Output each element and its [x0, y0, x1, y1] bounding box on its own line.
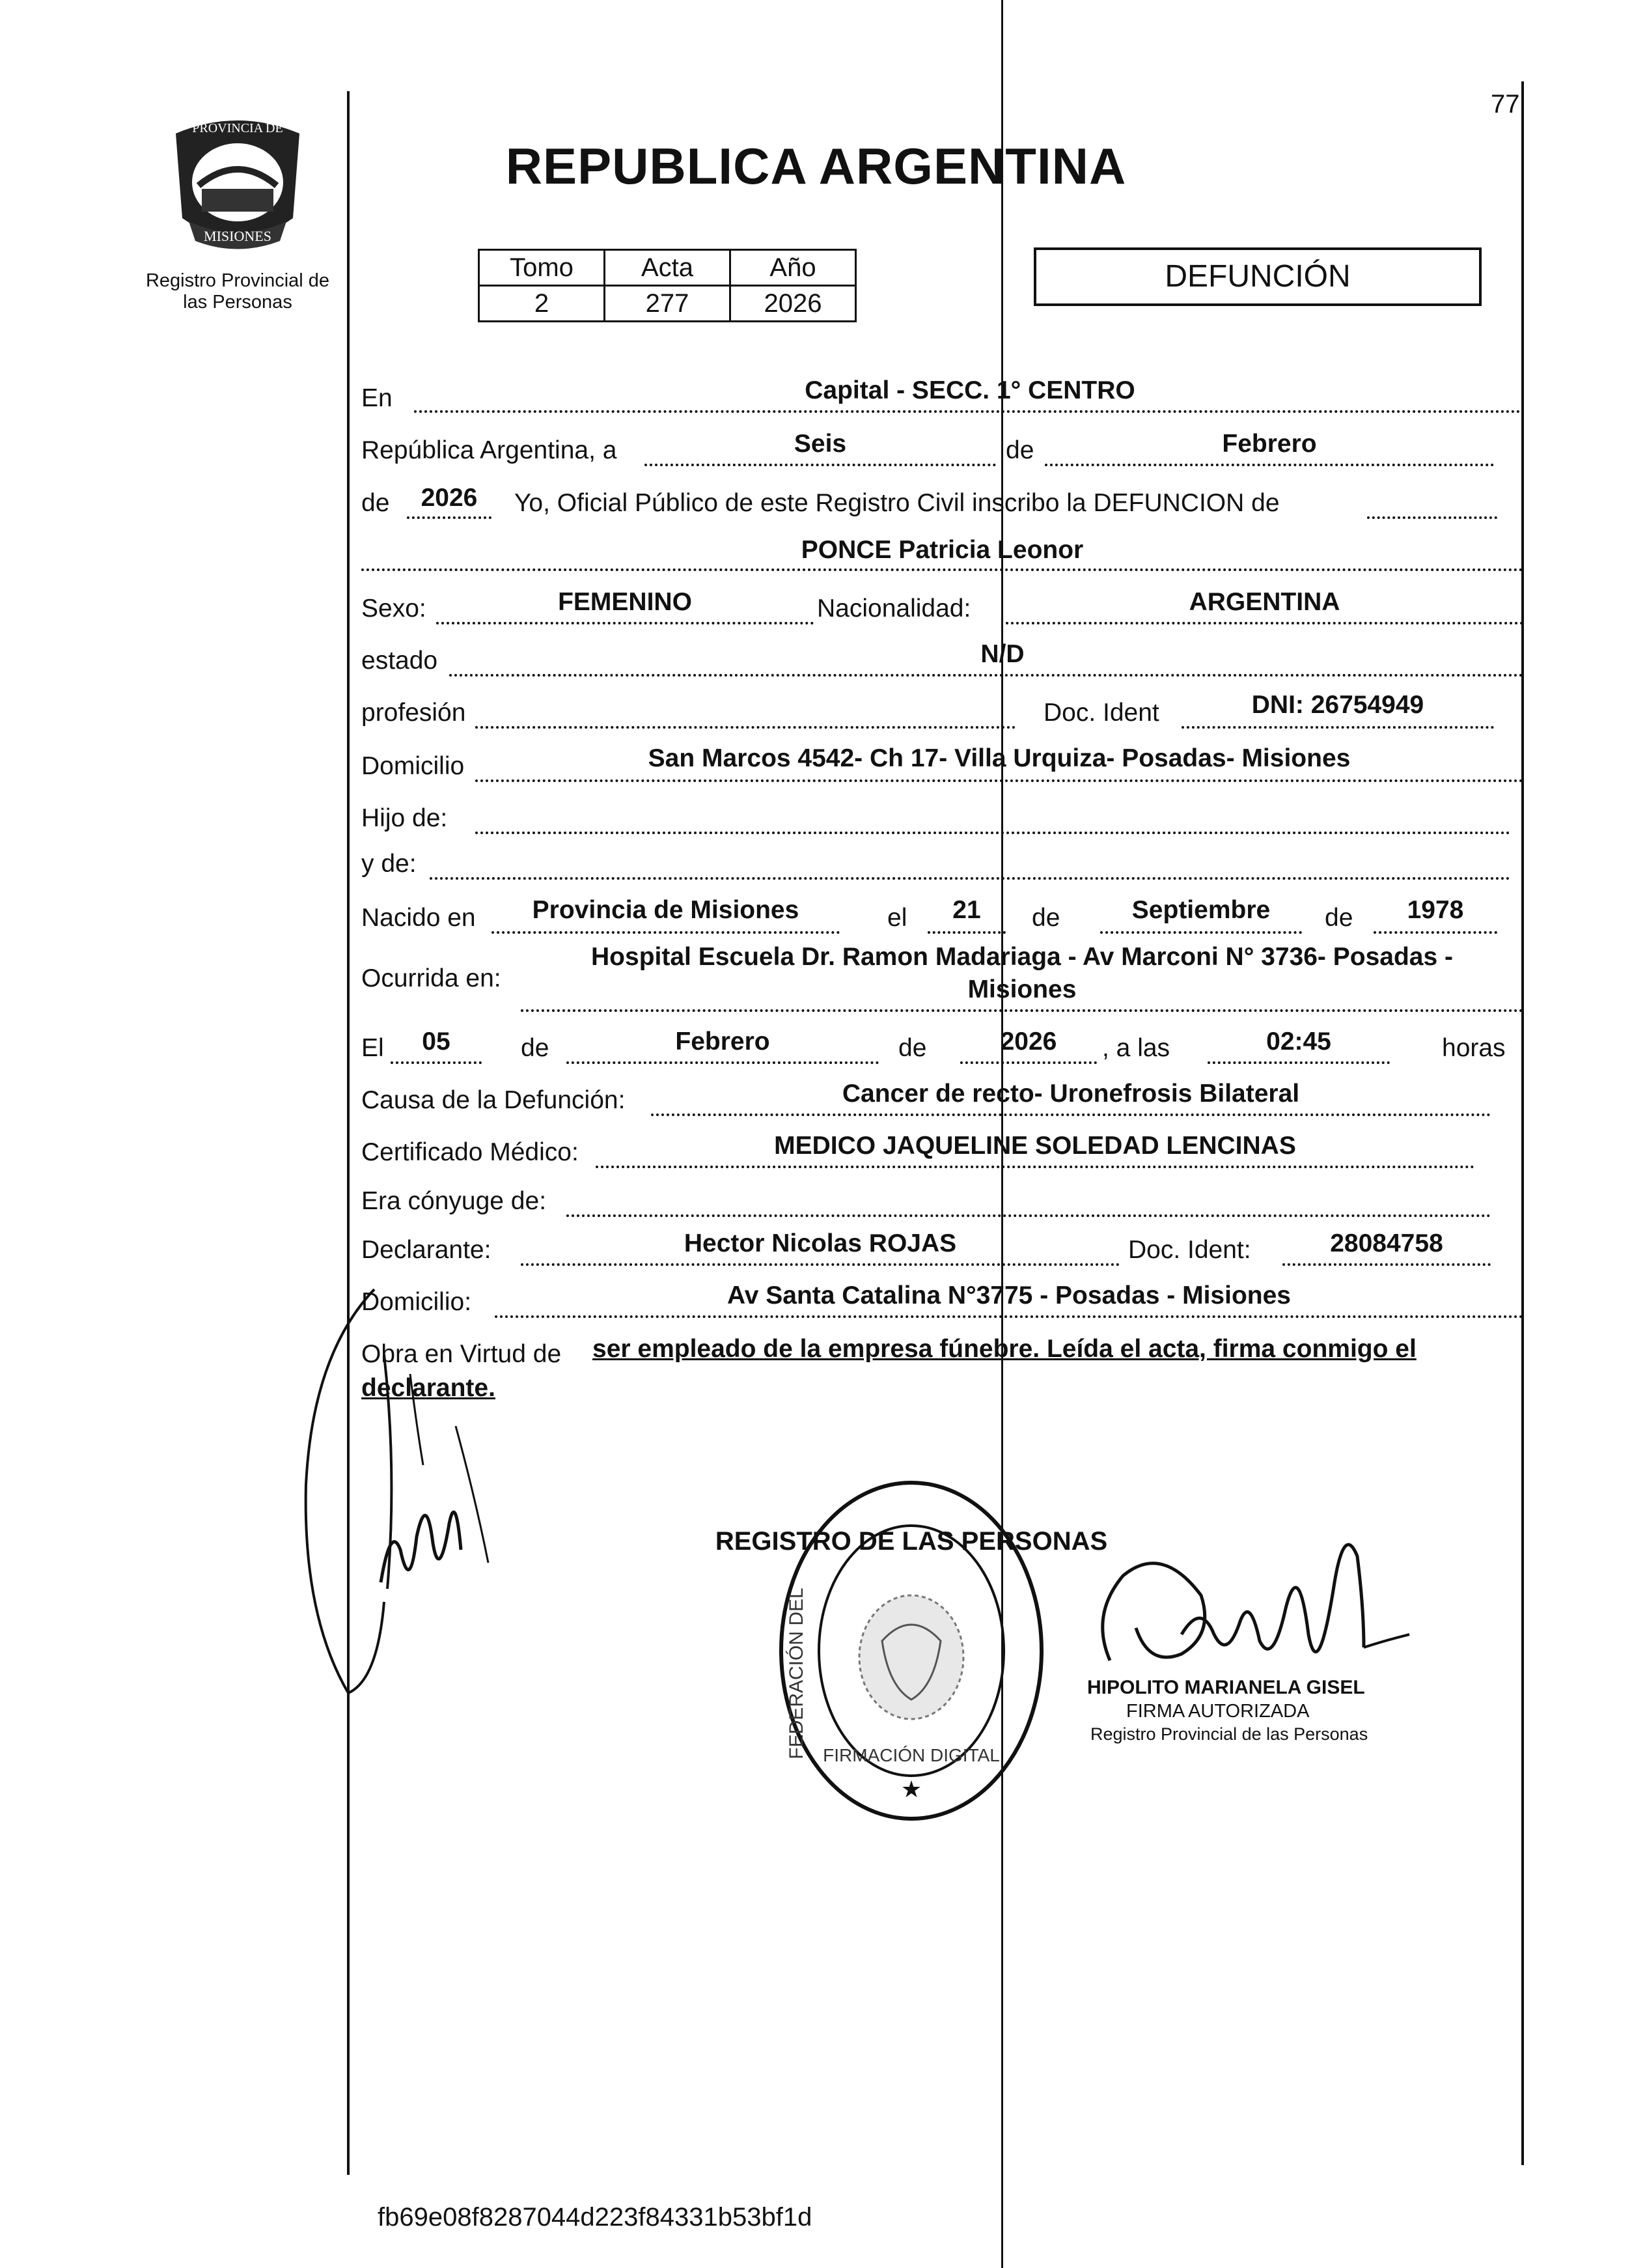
- page-title: REPUBLICA ARGENTINA: [505, 137, 1127, 195]
- seal-bottom-text: FIRMACIÓN DIGITAL: [823, 1745, 1000, 1765]
- document-hash: fb69e08f8287044d223f84331b53bf1d: [378, 2203, 812, 2232]
- anio-line: [407, 516, 491, 519]
- sexo-value: FEMENINO: [558, 588, 692, 616]
- left-margin-line: [347, 91, 350, 2175]
- star-icon: ★: [900, 1776, 922, 1802]
- decl-doc-value: 28084758: [1330, 1229, 1443, 1257]
- nombre-value: PONCE Patricia Leonor: [801, 536, 1084, 564]
- certificado-line: [596, 1166, 1474, 1168]
- nacido-de2-label: de: [1325, 904, 1353, 932]
- doc-line: [1182, 726, 1494, 729]
- dia-value: Seis: [794, 430, 847, 458]
- obra-value-line1: ser empleado de la empresa fúnebre. Leída el acta, firma conmigo el: [592, 1335, 1417, 1363]
- fallec-dia-value: 05: [422, 1028, 450, 1056]
- nacido-de1-label: de: [1032, 904, 1060, 932]
- nacido-anio-line: [1374, 931, 1497, 934]
- hijo-label: Hijo de:: [361, 804, 448, 832]
- seal-left-text: FEDERACIÓN DEL: [786, 1588, 807, 1759]
- nacionalidad-value: ARGENTINA: [1189, 588, 1340, 616]
- declarant-signature: [286, 1276, 495, 1719]
- ocurrida-label: Ocurrida en:: [361, 964, 501, 992]
- profesion-line: [475, 726, 1016, 729]
- nacido-el-label: el: [887, 904, 907, 932]
- logo-text-bottom: MISIONES: [204, 228, 271, 244]
- record-reference-table: [478, 249, 857, 322]
- table-value-anio: 2026: [730, 286, 856, 322]
- decl-doc-line: [1282, 1263, 1491, 1266]
- alas-label: , a las: [1102, 1034, 1170, 1062]
- page-number: 77: [1491, 90, 1520, 119]
- estado-label: estado: [361, 647, 438, 675]
- declarante-value: Hector Nicolas ROJAS: [684, 1229, 957, 1257]
- lugar-value: Capital - SECC. 1° CENTRO: [805, 376, 1135, 404]
- doc-value: DNI: 26754949: [1251, 691, 1424, 719]
- logo-text-top: PROVINCIA DE: [192, 121, 283, 135]
- decl-doc-label: Doc. Ident:: [1128, 1236, 1251, 1264]
- profesion-label: profesión: [361, 699, 466, 727]
- decl-domicilio-value: Av Santa Catalina N°3775 - Posadas - Misiones: [727, 1281, 1291, 1309]
- domicilio-value: San Marcos 4542- Ch 17- Villa Urquiza- Posadas- Misiones: [648, 744, 1351, 772]
- certificado-value: MEDICO JAQUELINE SOLEDAD LENCINAS: [774, 1132, 1296, 1160]
- fallec-el-label: El: [361, 1034, 384, 1062]
- table-value-acta: 277: [605, 286, 730, 322]
- nacionalidad-line: [1006, 622, 1523, 624]
- official-signature: [1084, 1504, 1422, 1700]
- inscripcion-line: [1367, 516, 1497, 519]
- nacionalidad-label: Nacionalidad:: [817, 595, 971, 623]
- nacido-mes-value: Septiembre: [1131, 896, 1271, 924]
- dia-line: [644, 464, 996, 466]
- de-label: de: [1006, 436, 1034, 464]
- fecha-label: República Argentina, a: [361, 436, 617, 464]
- obra-label: Obra en Virtud de: [361, 1340, 562, 1368]
- horas-label: horas: [1442, 1034, 1506, 1062]
- table-header-acta: Acta: [605, 250, 730, 286]
- obra-value-line2: declarante.: [361, 1374, 495, 1402]
- causa-value: Cancer de recto- Uronefrosis Bilateral: [842, 1080, 1300, 1108]
- decl-domicilio-label: Domicilio:: [361, 1288, 472, 1316]
- fallec-anio-value: 2026: [1000, 1028, 1057, 1056]
- signatory-role: FIRMA AUTORIZADA: [1126, 1701, 1310, 1722]
- hora-line: [1208, 1061, 1390, 1064]
- domicilio-line: [475, 779, 1523, 782]
- causa-line: [651, 1113, 1491, 1116]
- nacido-dia-value: 21: [952, 896, 981, 924]
- mes-line: [1045, 464, 1494, 466]
- sexo-label: Sexo:: [361, 595, 426, 623]
- ocurrida-line: [521, 1009, 1523, 1012]
- seal-top-text: REGISTRO DE LAS PERSONAS: [715, 1527, 1108, 1556]
- doc-label: Doc. Ident: [1044, 699, 1159, 727]
- sexo-line: [436, 622, 814, 624]
- certificado-label: Certificado Médico:: [361, 1138, 579, 1166]
- estado-line: [449, 674, 1523, 677]
- anio-value: 2026: [421, 484, 478, 512]
- nacido-lugar-value: Provincia de Misiones: [532, 896, 799, 924]
- conyuge-label: Era cónyuge de:: [361, 1187, 547, 1215]
- declarante-line: [521, 1263, 1120, 1266]
- hora-value: 02:45: [1266, 1028, 1331, 1056]
- yde-line: [430, 877, 1510, 880]
- hijo-line: [475, 832, 1510, 834]
- fallec-mes-line: [566, 1061, 879, 1064]
- declarante-label: Declarante:: [361, 1236, 491, 1264]
- signatory-office: Registro Provincial de las Personas: [1090, 1724, 1368, 1744]
- nacido-mes-line: [1100, 931, 1302, 934]
- fallec-anio-line: [960, 1061, 1097, 1064]
- document-type-box: DEFUNCIÓN: [1034, 247, 1482, 306]
- estado-value: N/D: [980, 640, 1025, 668]
- inscripcion-text: Yo, Oficial Público de este Registro Civil inscribo la DEFUNCION de: [514, 489, 1280, 517]
- nacido-dia-line: [928, 931, 1006, 934]
- fallec-mes-value: Febrero: [675, 1028, 770, 1056]
- nacido-lugar-line: [491, 931, 840, 934]
- nombre-line: [361, 568, 1523, 571]
- table-header-anio: Año: [730, 250, 856, 286]
- fallec-de1-label: de: [521, 1034, 549, 1062]
- table-header-tomo: Tomo: [479, 250, 605, 286]
- domicilio-label: Domicilio: [361, 752, 465, 780]
- ocurrida-value-line1: Hospital Escuela Dr. Ramon Madariaga - Av Marconi N° 3736- Posadas -: [591, 943, 1453, 971]
- table-value-tomo: 2: [479, 286, 605, 322]
- causa-label: Causa de la Defunción:: [361, 1086, 626, 1114]
- signatory-name: HIPOLITO MARIANELA GISEL: [1087, 1677, 1365, 1698]
- fallec-de2-label: de: [898, 1034, 927, 1062]
- registry-seal: [715, 1478, 1108, 1823]
- lugar-label: En: [361, 384, 393, 412]
- conyuge-line: [566, 1214, 1491, 1217]
- mes-value: Febrero: [1222, 430, 1317, 458]
- nacido-anio-value: 1978: [1407, 896, 1464, 924]
- nacido-label: Nacido en: [361, 904, 476, 932]
- decl-domicilio-line: [495, 1315, 1523, 1318]
- ocurrida-value-line2: Misiones: [967, 975, 1077, 1003]
- anio-label: de: [361, 489, 390, 517]
- yde-label: y de:: [361, 850, 417, 878]
- fallec-dia-line: [391, 1061, 482, 1064]
- lugar-line: [414, 410, 1521, 413]
- registry-name: Registro Provincial de las Personas: [145, 270, 330, 313]
